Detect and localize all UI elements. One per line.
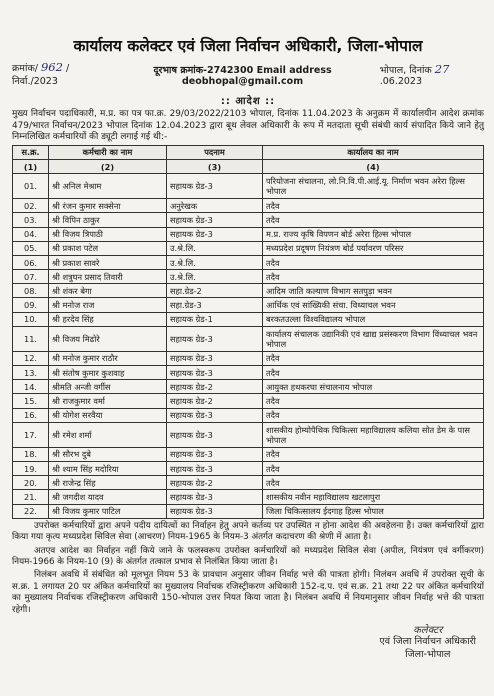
name-cell: श्री विजय कुमार पाटिल xyxy=(49,504,167,518)
colnum-2: (2) xyxy=(49,159,167,173)
office-cell: परियोजना संचालना, लो.नि.वि.पी.आई.यू. निर्माण भवन अरेरा हिल्स भोपाल xyxy=(263,174,484,199)
office-cell: शासकीय होम्योपैथिक चिकित्सा महाविद्यालय कलिया सोत डेम के पास भोपाल xyxy=(263,422,484,447)
designation-cell: सहायक ग्रेड-3 xyxy=(167,504,263,518)
name-cell: श्री मनोज कुमार राठौर xyxy=(49,351,167,365)
table-row xyxy=(13,380,484,394)
table-row xyxy=(13,326,484,351)
office-cell: तदैव xyxy=(263,213,484,227)
serial-cell: 10. xyxy=(13,312,49,326)
order-date xyxy=(380,62,484,87)
serial-cell: 06. xyxy=(13,255,49,269)
signature-district: जिला-भोपाल xyxy=(405,649,451,660)
designation-cell: सहायक ग्रेड-3 xyxy=(167,366,263,380)
table-row xyxy=(13,270,484,284)
name-cell: श्री शंकर बेगा xyxy=(49,284,167,298)
serial-cell: 20. xyxy=(13,476,49,490)
designation-cell: सहायक ग्रेड-3 xyxy=(167,490,263,504)
office-cell: आयुक्त हथकरघा संचालनाय भोपाल xyxy=(263,380,484,394)
intro-paragraph: मुख्य निर्वाचन पदाधिकारी, म.प्र. का पत्र फा.क्र. 29/03/2022/2103 भोपाल, दिनांक 11.04.2023 के अनुक्रम में कार्यालयीन आदेश क्रमांक 479/भारत निर्वाचन/2023 भोपाल दिनांक 12.04.2023 द्वारा बूथ लेवल अधिकारी के रूप में मतदाता सूची संबंधी कार्य संपादित किये जाने हेतु निम्नलिखित कर्मचारियों की ड्यूटी लगाई गई थी:- xyxy=(12,109,484,143)
table-row xyxy=(13,284,484,298)
table-row xyxy=(13,255,484,269)
table-body xyxy=(13,174,484,519)
serial-cell: 12. xyxy=(13,351,49,365)
designation-cell: सहायक ग्रेड-3 xyxy=(167,351,263,365)
table-row xyxy=(13,476,484,490)
header-designation: पदनाम xyxy=(167,145,263,159)
name-cell: श्री योगेश सरवैया xyxy=(49,408,167,422)
office-cell: तदैव xyxy=(263,351,484,365)
serial-cell: 05. xyxy=(13,241,49,255)
office-cell: तदैव xyxy=(263,461,484,475)
office-cell: तदैव xyxy=(263,447,484,461)
ref-suffix: /निर्वा./2023 xyxy=(12,63,70,87)
office-cell: शासकीय नवीन महाविद्यालय खटलापुरा xyxy=(263,490,484,504)
serial-cell: 22. xyxy=(13,504,49,518)
office-cell: तदैव xyxy=(263,270,484,284)
serial-cell: 03. xyxy=(13,213,49,227)
table-row xyxy=(13,213,484,227)
name-cell: श्री सौरभ दुबे xyxy=(49,447,167,461)
office-cell: आर्थिक एवं सांख्यिकी संचा. विध्याचल भवन xyxy=(263,298,484,312)
name-cell: श्री राजेन्द्र सिंह xyxy=(49,476,167,490)
designation-cell: सहा.ग्रेड-2 xyxy=(167,284,263,298)
body-paragraph-1: उपरोक्त कर्मचारियों द्वारा अपने पदीय दायित्वों का निर्वाहन हेतु अपने कर्तव्य पर उपस्थित न होना आदेश की अवहेलना है। उक्त कर्मचारियों द्वारा किया गया कृत्य मध्यप्रदेश सिविल सेवा (आचरण) नियम-1965 के नियम-3 अंतर्गत कदाचरण की श्रेणी में आता है। xyxy=(12,520,484,543)
office-cell: आदिम जाति कल्याण विभाग सतपुड़ा भवन xyxy=(263,284,484,298)
table-header-row xyxy=(13,145,484,159)
ref-prefix: क्रमांक/ xyxy=(12,63,38,74)
serial-cell: 08. xyxy=(13,284,49,298)
office-cell: तदैव xyxy=(263,366,484,380)
serial-cell: 09. xyxy=(13,298,49,312)
serial-cell: 07. xyxy=(13,270,49,284)
designation-cell: सहायक ग्रेड-3 xyxy=(167,174,263,199)
name-cell: श्री प्रकाश पटेल xyxy=(49,241,167,255)
table-row xyxy=(13,351,484,365)
serial-cell: 16. xyxy=(13,408,49,422)
office-cell: मध्यप्रदेश प्रदूषण नियंत्रण बोर्ड पर्यावरण परिसर xyxy=(263,241,484,255)
table-row xyxy=(13,199,484,213)
designation-cell: सहायक ग्रेड-3 xyxy=(167,422,263,447)
colnum-4: (4) xyxy=(263,159,484,173)
serial-cell: 18. xyxy=(13,447,49,461)
office-cell: कार्यालय संचालक उद्यानिकी एवं खाद्य प्रसंस्करण विभाग विंध्याचल भवन भोपाल xyxy=(263,326,484,351)
table-row xyxy=(13,241,484,255)
name-cell: श्री संतोष कुमार कुशवाह xyxy=(49,366,167,380)
name-cell: श्री राजकुमार वर्मा xyxy=(49,394,167,408)
designation-cell: सहायक ग्रेड-3 xyxy=(167,447,263,461)
body-paragraph-3: निलंबन अवधि में संबंधित को मूलभूत नियम 53 के प्रावधान अनुसार जीवन निर्वाह भत्ते की पात्रता होगी। निलंबन अवधि में उपरोक्त सूची के स.क्र. 1 लगायत 20 पर अंकित कर्मचारियों का मुख्यालय निर्वाचक रजिस्ट्रीकरण अधिकारी 152-द.प. एवं स.क्र. 21 तथा 22 पर अंकित कर्मचारियों का मुख्यालय निर्वाचक रजिस्ट्रीकरण अधिकारी 150-भोपाल उत्तर नियत किया जाता है। निलंबन अवधि में नियमानुसार जीवन निर्वाह भत्ते की पात्रता रहेगी। xyxy=(12,570,484,615)
designation-cell: उ.श्रे.लि. xyxy=(167,241,263,255)
designation-cell: सहायक ग्रेड-3 xyxy=(167,408,263,422)
name-cell: श्री विपिन ठाकुर xyxy=(49,213,167,227)
name-cell: श्री रमेश शर्मा xyxy=(49,422,167,447)
office-cell: तदैव xyxy=(263,255,484,269)
serial-cell: 02. xyxy=(13,199,49,213)
date-suffix: .06.2023 xyxy=(379,76,423,87)
ref-number-handwritten: 962 xyxy=(40,60,63,74)
table-row xyxy=(13,461,484,475)
serial-cell: 04. xyxy=(13,227,49,241)
office-title: कार्यालय कलेक्टर एवं जिला निर्वाचन अधिकारी, जिला-भोपाल xyxy=(73,37,423,55)
serial-cell: 13. xyxy=(13,366,49,380)
header-employee-name: कर्मचारी का नाम xyxy=(49,145,167,159)
serial-cell: 14. xyxy=(13,380,49,394)
body-paragraph-2: अतएव आदेश का निर्वाहन नहीं किये जाने के फलस्वरूप उपरोक्त कर्मचारियों को मध्यप्रदेश सिविल सेवा (अपील, नियंत्रण एवं वर्गीकरण) नियम-1966 के नियम-10 (9) के अंतर्गत तत्काल प्रभाव से निलंबित किया जाता है। xyxy=(12,545,484,567)
table-row xyxy=(13,490,484,504)
designation-cell: सहायक ग्रेड-2 xyxy=(167,380,263,394)
office-cell: तदैव xyxy=(263,476,484,490)
office-cell: म.प्र. राज्य कृषि विपणन बोर्ड अरेरा हिल्स भोपाल xyxy=(263,227,484,241)
table-colnum-row xyxy=(13,159,484,173)
designation-cell: सहायक ग्रेड-3 xyxy=(167,227,263,241)
signature-block xyxy=(380,624,476,661)
serial-cell: 17. xyxy=(13,422,49,447)
office-cell: तदैव xyxy=(263,394,484,408)
signature-mark: कलेक्टर xyxy=(413,625,443,636)
name-cell: श्रीमति अन्जी वर्गीस xyxy=(49,380,167,394)
designation-cell: सहायक ग्रेड-1 xyxy=(167,312,263,326)
serial-cell: 21. xyxy=(13,490,49,504)
designation-cell: सहायक ग्रेड-3 xyxy=(167,461,263,475)
reference-number xyxy=(12,60,105,87)
serial-cell: 11. xyxy=(13,326,49,351)
designation-cell: उ.श्रे.लि. xyxy=(167,270,263,284)
name-cell: श्री जगदीश यादव xyxy=(49,490,167,504)
table-row xyxy=(13,227,484,241)
designation-cell: सहा.ग्रेड-3 xyxy=(167,298,263,312)
table-row xyxy=(13,174,484,199)
table-row xyxy=(13,312,484,326)
name-cell: श्री हरदेव सिंह xyxy=(49,312,167,326)
office-cell: तदैव xyxy=(263,408,484,422)
employee-table xyxy=(12,145,484,519)
serial-cell: 19. xyxy=(13,461,49,475)
table-row xyxy=(13,504,484,518)
reference-line xyxy=(12,60,484,87)
name-cell: श्री श्याम सिंह मदोरिया xyxy=(49,461,167,475)
date-handwritten: 27 xyxy=(434,62,450,76)
name-cell: श्री मनोज राज xyxy=(49,298,167,312)
designation-cell: सहायक ग्रेड-2 xyxy=(167,394,263,408)
table-row xyxy=(13,408,484,422)
designation-cell: सहायक ग्रेड-2 xyxy=(167,476,263,490)
order-heading: :: आदेश :: xyxy=(220,96,276,107)
office-cell: जिला चिकित्सालय ईदगाह हिल्स भोपाल xyxy=(263,504,484,518)
name-cell: श्री विजय त्रिपाठी xyxy=(49,227,167,241)
colnum-1: (1) xyxy=(13,159,49,173)
table-row xyxy=(13,447,484,461)
designation-cell: अनुरेखक xyxy=(167,199,263,213)
signature-title: एवं जिला निर्वाचन अधिकारी xyxy=(379,636,476,647)
serial-cell: 01. xyxy=(13,174,49,199)
table-row xyxy=(13,394,484,408)
name-cell: श्री रंजन कुमार सक्सेना xyxy=(49,199,167,213)
designation-cell: सहायक ग्रेड-3 xyxy=(167,213,263,227)
colnum-3: (3) xyxy=(167,159,263,173)
designation-cell: सहायक ग्रेड-3 xyxy=(167,326,263,351)
name-cell: श्री अनिल मेश्राम xyxy=(49,174,167,199)
table-row xyxy=(13,298,484,312)
office-cell: बरकतउल्ला विश्वविद्यालय भोपाल xyxy=(263,312,484,326)
contact-line: दूरभाष क्रमांक-2742300 Email address deobhopal@gmail.com xyxy=(153,65,332,87)
header-serial: स.क्र. xyxy=(13,145,49,159)
name-cell: श्री विजय मिढोरे xyxy=(49,326,167,351)
table-row xyxy=(13,366,484,380)
name-cell: श्री प्रकाश सावरे xyxy=(49,255,167,269)
designation-cell: उ.श्रे.लि. xyxy=(167,255,263,269)
serial-cell: 15. xyxy=(13,394,49,408)
name-cell: श्री शत्रुघन प्रसाद तिवारी xyxy=(49,270,167,284)
header-office: कार्यालय का नाम xyxy=(263,145,484,159)
date-prefix: भोपाल, दिनांक xyxy=(379,65,432,76)
table-row xyxy=(13,422,484,447)
office-cell: तदैव xyxy=(263,199,484,213)
